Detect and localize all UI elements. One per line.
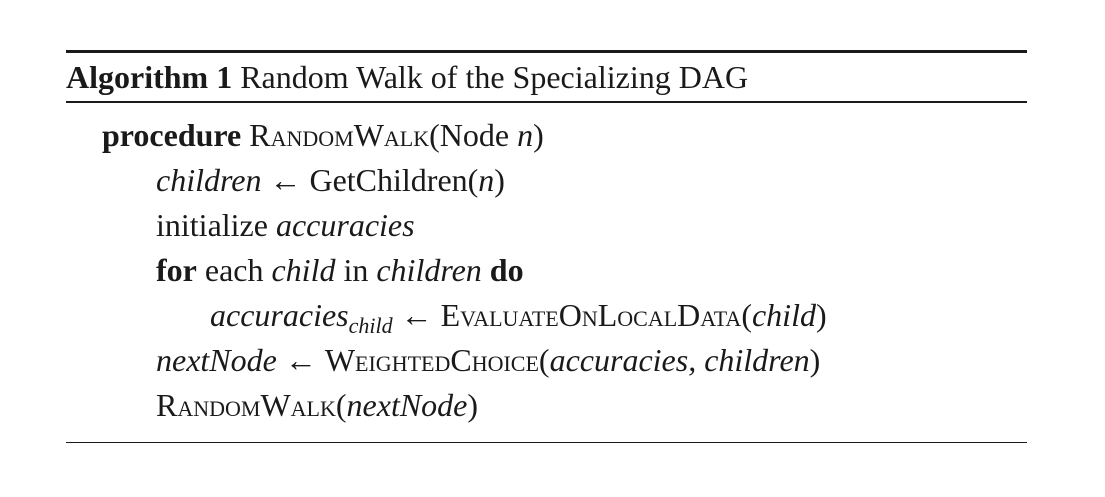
open-paren: ( <box>429 116 440 153</box>
algorithm-caption <box>66 53 1027 101</box>
node-arg: n <box>478 161 495 198</box>
assign-arrow: ← <box>392 296 441 333</box>
accuracies-var: accuracies <box>210 296 349 333</box>
for-keyword: for <box>156 251 197 288</box>
each-text: each <box>196 251 272 288</box>
algorithm-block <box>66 50 1027 443</box>
evaluate-line <box>66 293 1027 338</box>
next-node-var: nextNode <box>156 341 277 378</box>
assign-arrow: ← <box>276 341 325 378</box>
param-name: n <box>517 116 534 153</box>
weighted-choice-args: accuracies, children <box>549 341 810 378</box>
procedure-name: RandomWalk <box>249 116 430 153</box>
initialize-text: initialize <box>156 206 276 243</box>
close-paren: ) <box>815 296 827 333</box>
open-paren: ( <box>741 296 752 333</box>
next-node-arg: nextNode <box>346 386 468 423</box>
close-paren: ) <box>467 386 479 423</box>
assign-arrow: ← <box>261 161 310 198</box>
open-paren: ( <box>467 161 479 198</box>
bottom-rule <box>66 442 1027 444</box>
procedure-keyword: procedure <box>102 116 242 153</box>
procedure-line <box>66 113 1027 158</box>
child-var: child <box>271 251 336 288</box>
get-children-call: GetChildren <box>309 161 468 198</box>
close-paren: ) <box>809 341 821 378</box>
close-paren: ) <box>494 161 505 198</box>
initialize-line <box>66 203 1027 248</box>
child-arg: child <box>751 296 816 333</box>
for-loop-line <box>66 248 1027 293</box>
children-var: children <box>156 161 262 198</box>
algorithm-body <box>66 103 1027 442</box>
caption-label: Algorithm 1 <box>66 58 233 95</box>
children-assign-line <box>66 158 1027 203</box>
accuracies-var: accuracies <box>275 206 415 243</box>
child-subscript: child <box>348 312 393 338</box>
weighted-choice-call: WeightedChoice <box>324 341 539 378</box>
caption-title: Random Walk of the Specializing DAG <box>240 58 749 95</box>
open-paren: ( <box>335 386 347 423</box>
children-var: children <box>376 251 482 288</box>
recursive-call-line <box>66 383 1027 428</box>
param-type: Node <box>439 116 518 153</box>
evaluate-call: EvaluateOnLocalData <box>440 296 742 333</box>
open-paren: ( <box>538 341 550 378</box>
random-walk-call: RandomWalk <box>156 386 336 423</box>
close-paren: ) <box>533 116 544 153</box>
do-keyword: do <box>481 251 524 288</box>
in-text: in <box>335 251 377 288</box>
next-node-line <box>66 338 1027 383</box>
